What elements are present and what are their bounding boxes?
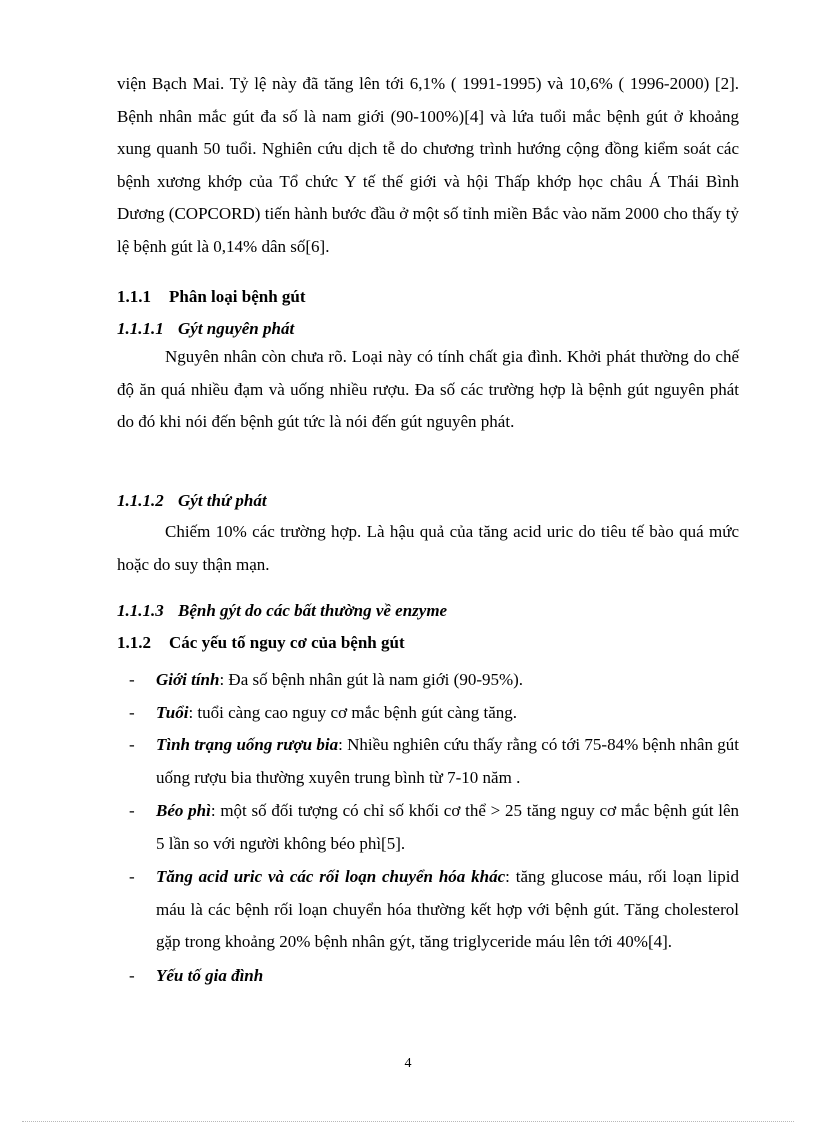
- list-item-term: Béo phì: [156, 801, 211, 820]
- heading-number: 1.1.2: [117, 633, 151, 652]
- dash-bullet: -: [129, 735, 135, 754]
- list-item-term: Tình trạng uống rượu bia: [156, 735, 339, 754]
- heading-number: 1.1.1.3: [117, 601, 164, 620]
- risk-factor-list: [117, 664, 739, 993]
- list-item-text: : tăng glucose máu, rối loạn lipid máu là các bệnh rối loạn chuyển hóa thường kết hợp với bệnh gút. Tăng cholesterol gặp trong khoảng 20% bệnh nhân gýt, tăng triglyceride máu lên tới 40%[4].: [156, 867, 740, 951]
- list-item: [117, 729, 739, 794]
- dash-bullet: -: [129, 965, 135, 985]
- page-bottom-border: [22, 1121, 794, 1122]
- heading-title: Gýt thứ phát: [178, 491, 267, 510]
- list-item-term: Giới tính: [156, 670, 220, 689]
- heading-1-1-1: [117, 284, 306, 310]
- list-item-term: Yếu tố gia đình: [156, 965, 264, 985]
- heading-1-1-2: [117, 630, 405, 656]
- dash-bullet: -: [129, 867, 135, 886]
- dash-bullet: -: [129, 801, 135, 820]
- list-item: [117, 664, 739, 697]
- list-item-term: Tăng acid uric và các rối loạn chuyển hóa khác: [156, 867, 506, 886]
- list-item-text: : một số đối tượng có chỉ số khối cơ thể > 25 tăng nguy cơ mắc bệnh gút lên 5 lần so với người không béo phì[5].: [156, 801, 739, 853]
- list-item: [117, 861, 739, 959]
- heading-1-1-1-3: [117, 598, 447, 624]
- heading-number: 1.1.1: [117, 287, 151, 306]
- list-item: [117, 960, 739, 993]
- heading-1-1-1-2: [117, 488, 267, 514]
- dash-bullet: -: [129, 670, 135, 689]
- heading-number: 1.1.1.1: [117, 319, 164, 338]
- primary-gout-paragraph: Nguyên nhân còn chưa rõ. Loại này có tính chất gia đình. Khởi phát thường do chế độ ăn quá nhiều đạm và uống nhiều rượu. Đa số các trường hợp là bệnh gút nguyên phát do đó khi nói đến bệnh gút tức là nói đến gút nguyên phát.: [117, 347, 739, 431]
- list-item-text: : Đa số bệnh nhân gút là nam giới (90-95%).: [219, 670, 524, 689]
- heading-title: Phân loại bệnh gút: [169, 287, 306, 306]
- heading-number: 1.1.1.2: [117, 491, 164, 510]
- heading-title: Bệnh gýt do các bất thường về enzyme: [178, 601, 448, 620]
- heading-title: Các yếu tố nguy cơ của bệnh gút: [169, 633, 405, 652]
- dash-bullet: -: [129, 702, 135, 722]
- intro-paragraph: viện Bạch Mai. Tỷ lệ này đã tăng lên tới 6,1% ( 1991-1995) và 10,6% ( 1996-2000) [2]. Bệnh nhân mắc gút đa số là nam giới (90-100%)[4] và lứa tuổi mắc bệnh gút ở khoảng xung quanh 50 tuổi. Nghiên cứu dịch tễ do chương trình hướng cộng đồng kiểm soát các bệnh xương khớp của Tổ chức Y tế thế giới và hội Thấp khớp học châu Á Thái Bình Dương (COPCORD) tiến hành bước đầu ở một số tỉnh miền Bắc vào năm 2000 cho thấy tỷ lệ bệnh gút là 0,14% dân số[6].: [117, 74, 739, 256]
- page-number: 4: [404, 1056, 412, 1071]
- list-item: [117, 697, 739, 730]
- list-item-text: : Nhiều nghiên cứu thấy rằng có tới 75-84% bệnh nhân gút uống rượu bia thường xuyên trung bình từ 7-10 năm .: [156, 735, 740, 787]
- heading-1-1-1-1: [117, 316, 294, 342]
- secondary-gout-paragraph: Chiếm 10% các trường hợp. Là hậu quả của tăng acid uric do tiêu tế bào quá mức hoặc do suy thận mạn.: [117, 522, 739, 574]
- list-item-term: Tuổi: [156, 702, 189, 722]
- list-item: [117, 795, 739, 860]
- list-item-text: : tuổi càng cao nguy cơ mắc bệnh gút càng tăng.: [188, 702, 518, 722]
- heading-title: Gýt nguyên phát: [178, 319, 295, 338]
